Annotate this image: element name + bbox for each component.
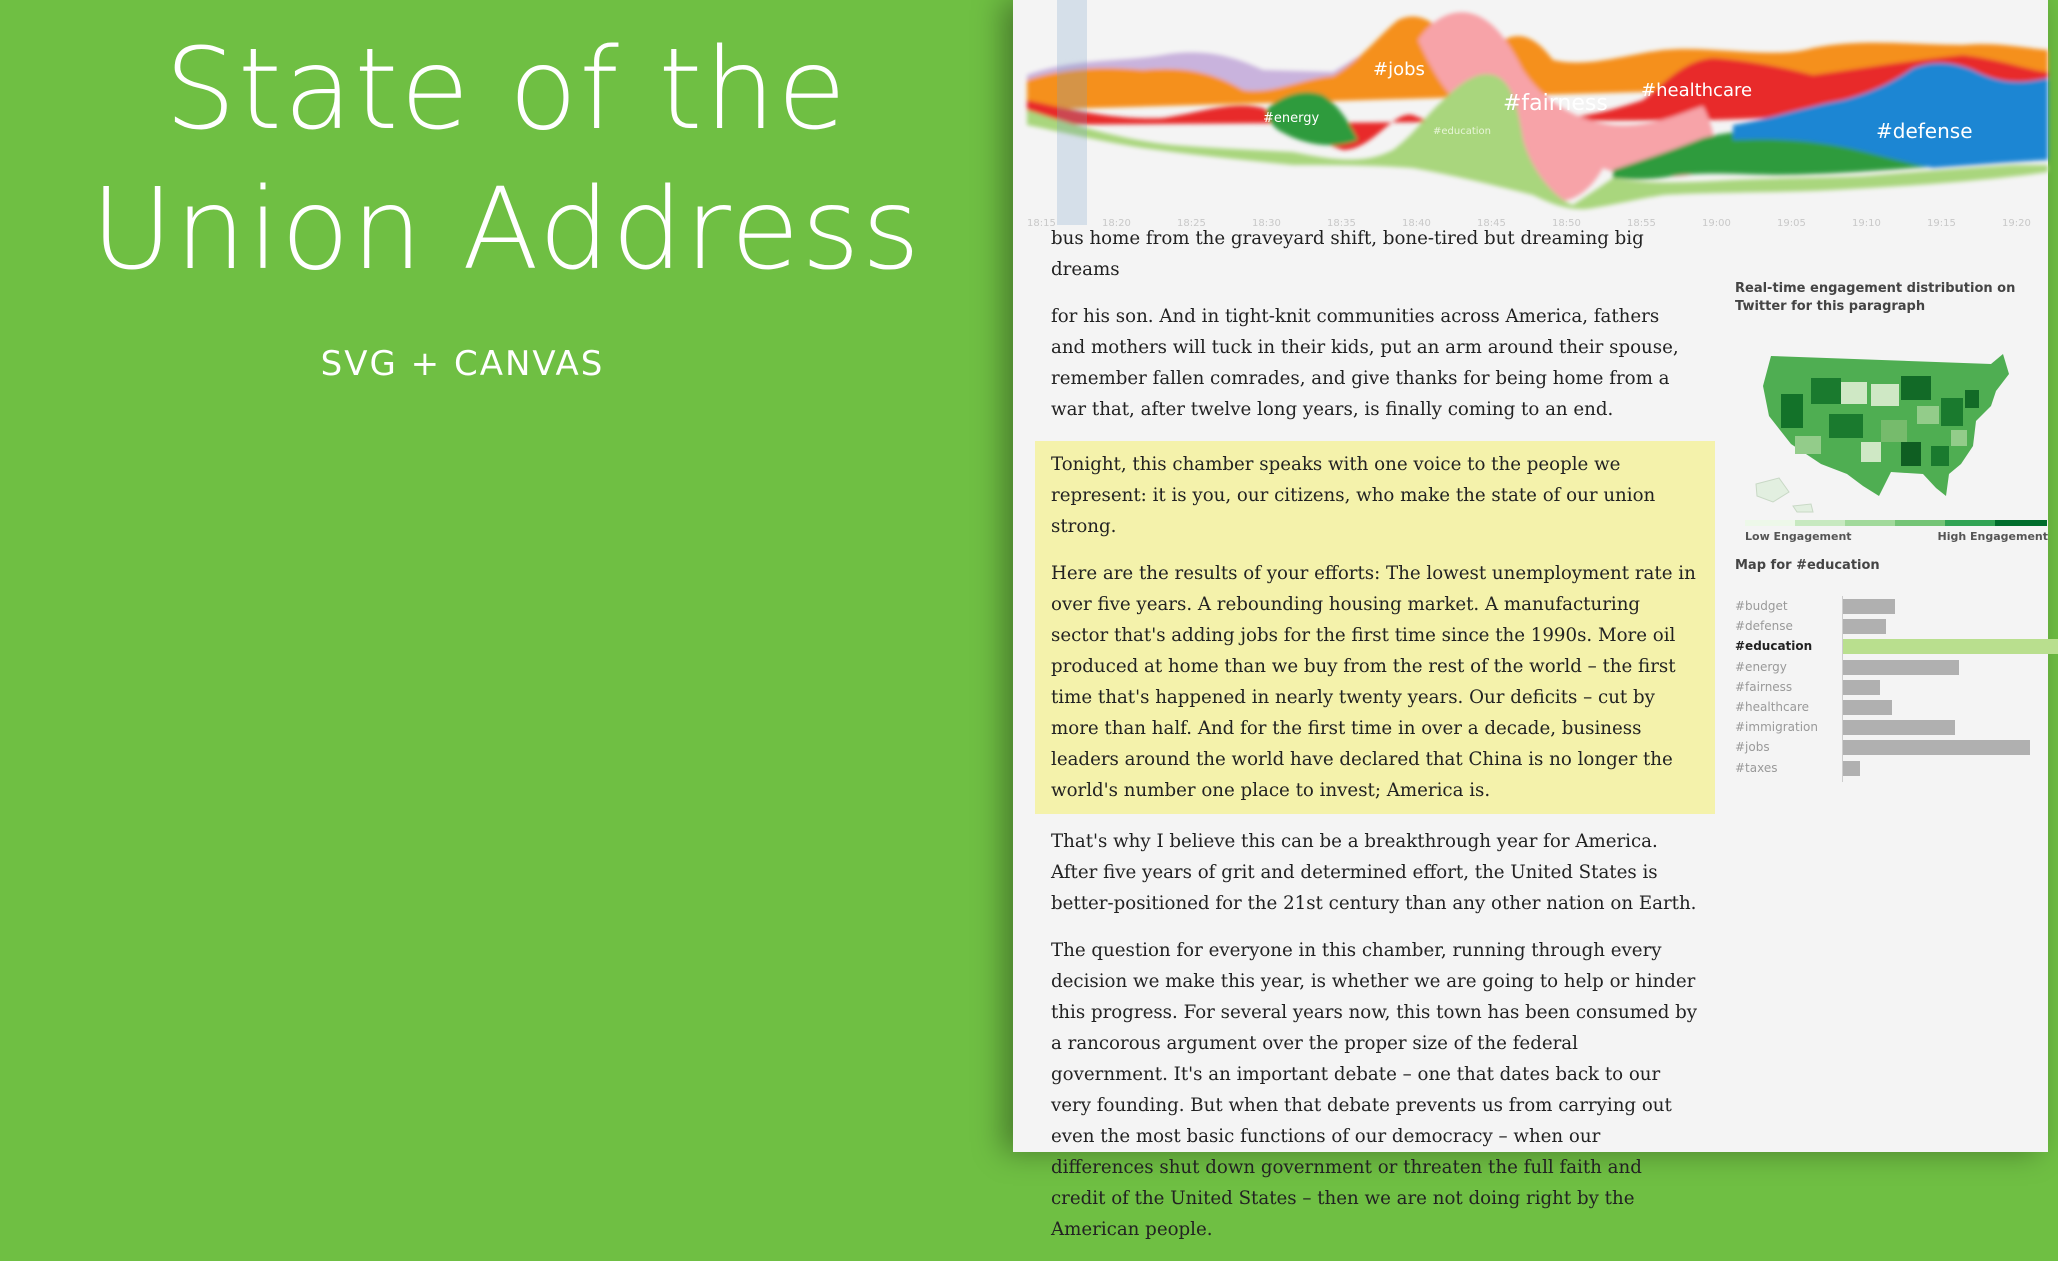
topic-bar-row[interactable] xyxy=(1735,677,2055,697)
topic-streamgraph[interactable] xyxy=(1013,0,2048,240)
time-tick: 19:05 xyxy=(1777,218,1806,229)
slide-subtitle: SVG + CANVAS xyxy=(320,344,605,384)
slide-panel xyxy=(0,0,1013,1152)
topic-bar-row[interactable] xyxy=(1735,636,2055,656)
topic-bar-label: #defense xyxy=(1735,619,1793,634)
topic-bar-label: #energy xyxy=(1735,659,1787,674)
speech-paragraph-highlighted[interactable]: Tonight, this chamber speaks with one voice to the people we represent: it is you, our citizens, who make the state of our union strong. xyxy=(1051,454,1656,537)
topic-bar-row[interactable] xyxy=(1735,616,2055,636)
topic-bar-row[interactable] xyxy=(1735,697,2055,717)
stream-label-healthcare: #healthcare xyxy=(1641,80,1753,101)
slide-title-line2: Union Address xyxy=(90,165,923,295)
topic-bar-label: #taxes xyxy=(1735,760,1778,775)
topic-bar[interactable] xyxy=(1843,740,2030,755)
topic-bar[interactable] xyxy=(1843,639,2058,654)
speech-text xyxy=(1035,228,1715,1261)
alaska-hawaii-inset xyxy=(1756,478,1813,512)
stream-label-energy: #energy xyxy=(1263,111,1320,126)
speech-paragraph[interactable]: for his son. And in tight-knit communities across America, fathers and mothers will tuck in their kids, put an arm around their spouse, remember fallen comrades, and give thanks for being home from a war that, after twelve long years, is finally coming to an end. xyxy=(1051,306,1679,420)
time-tick: 18:45 xyxy=(1477,218,1506,229)
time-tick: 19:20 xyxy=(2002,218,2031,229)
us-engagement-map[interactable] xyxy=(1751,346,2031,516)
topic-bar[interactable] xyxy=(1843,761,1860,776)
slide-title xyxy=(0,20,1013,300)
topic-bar[interactable] xyxy=(1843,700,1892,715)
speech-paragraph[interactable]: The question for everyone in this chamber, running through every decision we make this year, is whether we are going to help or hinder this progress. For several years now, this town has been consumed by a rancorous argument over the proper size of the federal government. It's an important debate – one that dates back to our very founding. But when that debate prevents us from carrying out even the most basic functions of our democracy – when our differences shut down government or threaten the full faith and credit of the United States – then we are not doing right by the American people. xyxy=(1051,940,1698,1240)
time-tick: 19:00 xyxy=(1702,218,1731,229)
time-tick: 18:40 xyxy=(1402,218,1431,229)
time-tick: 18:50 xyxy=(1552,218,1581,229)
speech-paragraph-highlighted[interactable]: Here are the results of your efforts: The lowest unemployment rate in over five years. A rebounding housing market. A manufacturing sector that's adding jobs for the first time since the 1990s. More oil produced at home than we buy from the rest of the world – the first time that's happened in nearly twenty years. Our deficits – cut by more than half. And for the first time in over a decade, business leaders around the world have declared that China is no longer the world's number one place to invest; America is. xyxy=(1051,563,1696,801)
stream-label-defense: #defense xyxy=(1876,119,1973,143)
time-tick: 18:55 xyxy=(1627,218,1656,229)
time-tick: 18:30 xyxy=(1252,218,1281,229)
topic-bar-label: #immigration xyxy=(1735,720,1818,735)
stream-label-fairness: #fairness xyxy=(1503,91,1608,116)
topic-bar[interactable] xyxy=(1843,599,1895,614)
time-tick: 18:20 xyxy=(1102,218,1131,229)
time-tick: 18:35 xyxy=(1327,218,1356,229)
legend-high-label: High Engagement xyxy=(1937,530,2048,543)
streamgraph-svg xyxy=(1013,0,2048,240)
topic-bar[interactable] xyxy=(1843,619,1886,634)
topic-bar-row[interactable] xyxy=(1735,758,2055,778)
topic-bar[interactable] xyxy=(1843,720,1955,735)
speech-paragraph[interactable]: That's why I believe this can be a breakthrough year for America. After five years of grit and determined effort, the United States is better-positioned for the 21st century than any other nation on Earth. xyxy=(1051,831,1697,914)
time-tick: 18:15 xyxy=(1027,218,1056,229)
stream-time-cursor[interactable] xyxy=(1057,0,1087,225)
slide-title-line1: State of the xyxy=(164,25,849,155)
speech-paragraph-partial[interactable]: bus home from the graveyard shift, bone-tired but dreaming big dreams xyxy=(1051,228,1644,280)
topic-bar-label: #jobs xyxy=(1735,740,1770,755)
topic-bar-row[interactable] xyxy=(1735,717,2055,737)
engagement-title: Real-time engagement distribution on Twitter for this paragraph xyxy=(1735,281,2016,314)
legend-low-label: Low Engagement xyxy=(1745,530,1852,543)
map-topic-label: Map for #education xyxy=(1735,558,1880,573)
app-screen xyxy=(1013,0,2048,1240)
highlighted-paragraphs[interactable] xyxy=(1035,441,1715,814)
time-tick: 18:25 xyxy=(1177,218,1206,229)
topic-bar-label: #fairness xyxy=(1735,679,1793,694)
topic-bar-row[interactable] xyxy=(1735,657,2055,677)
stream-label-education: #education xyxy=(1433,126,1491,137)
topic-bar[interactable] xyxy=(1843,680,1880,695)
topic-bar-label: #healthcare xyxy=(1735,699,1810,714)
time-tick: 19:15 xyxy=(1927,218,1956,229)
engagement-legend-bar xyxy=(1745,520,2047,526)
topic-bar-row[interactable] xyxy=(1735,737,2055,757)
topic-bar-row[interactable] xyxy=(1735,596,2055,616)
topic-bar-label: #budget xyxy=(1735,599,1788,613)
time-tick: 19:10 xyxy=(1852,218,1881,229)
topic-bar-chart xyxy=(1735,596,2055,778)
topic-bar-label: #education xyxy=(1735,639,1813,654)
topic-bar[interactable] xyxy=(1843,660,1959,675)
stream-label-jobs: #jobs xyxy=(1373,59,1425,80)
